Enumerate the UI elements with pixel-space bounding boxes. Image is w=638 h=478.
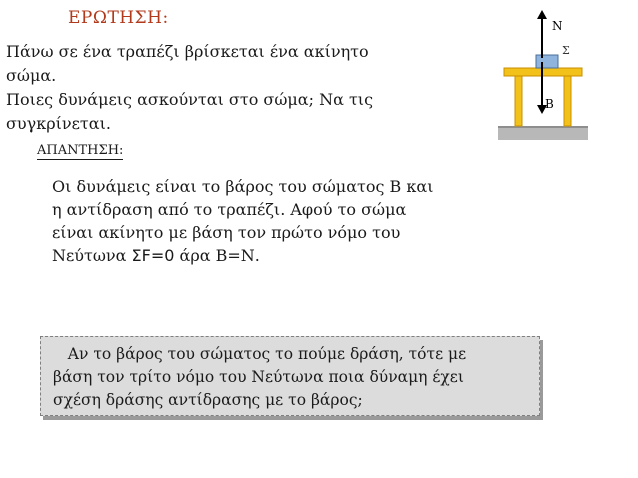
- body-label: Σ: [562, 44, 570, 57]
- body-block: [536, 55, 558, 68]
- answer-line: η αντίδραση από το τραπέζι. Αφού το σώμα: [52, 200, 407, 219]
- answer-line: [52, 244, 492, 267]
- normal-force-arrowhead: [537, 10, 547, 19]
- callout-line-text: Αν το βάρος του σώματος το πούμε δράση, τότε με: [67, 345, 467, 363]
- answer-text: [52, 175, 492, 267]
- floor: [498, 126, 588, 140]
- floor-edge: [498, 126, 588, 128]
- question-line: συγκρίνεται.: [6, 114, 111, 133]
- answer-line-prefix: Νεύτωνα: [52, 246, 132, 265]
- force-diagram: [498, 2, 588, 142]
- formula-sum-force: ΣF=0: [131, 246, 175, 265]
- callout-line: [53, 343, 531, 366]
- question-line: Ποιες δυνάμεις ασκούνται στο σώμα; Να τις: [6, 90, 374, 109]
- answer-line: Οι δυνάμεις είναι το βάρος του σώματος Β και: [52, 177, 434, 196]
- question-text: [6, 40, 446, 136]
- table-leg-left: [515, 74, 522, 126]
- normal-force-label: N: [552, 19, 563, 33]
- answer-line-suffix: άρα Β=Ν.: [174, 246, 260, 265]
- table-leg-right: [564, 74, 571, 126]
- follow-up-question-box: [40, 336, 540, 416]
- answer-label-text: ΑΠΑΝΤΗΣΗ:: [37, 143, 124, 158]
- question-line: Πάνω σε ένα τραπέζι βρίσκεται ένα ακίνητο: [6, 42, 369, 61]
- answer-label: [37, 143, 123, 158]
- weight-label: B: [545, 97, 554, 111]
- callout-line: βάση τον τρίτο νόμο του Νεύτωνα ποια δύναμη έχει: [53, 368, 464, 386]
- callout-line: σχέση δράσης αντίδρασης με το βάρος;: [53, 391, 363, 409]
- question-line: σώμα.: [6, 66, 57, 85]
- answer-line: είναι ακίνητο με βάση τον πρώτο νόμο του: [52, 223, 401, 242]
- question-title: ΕΡΩΤΗΣΗ:: [68, 8, 169, 28]
